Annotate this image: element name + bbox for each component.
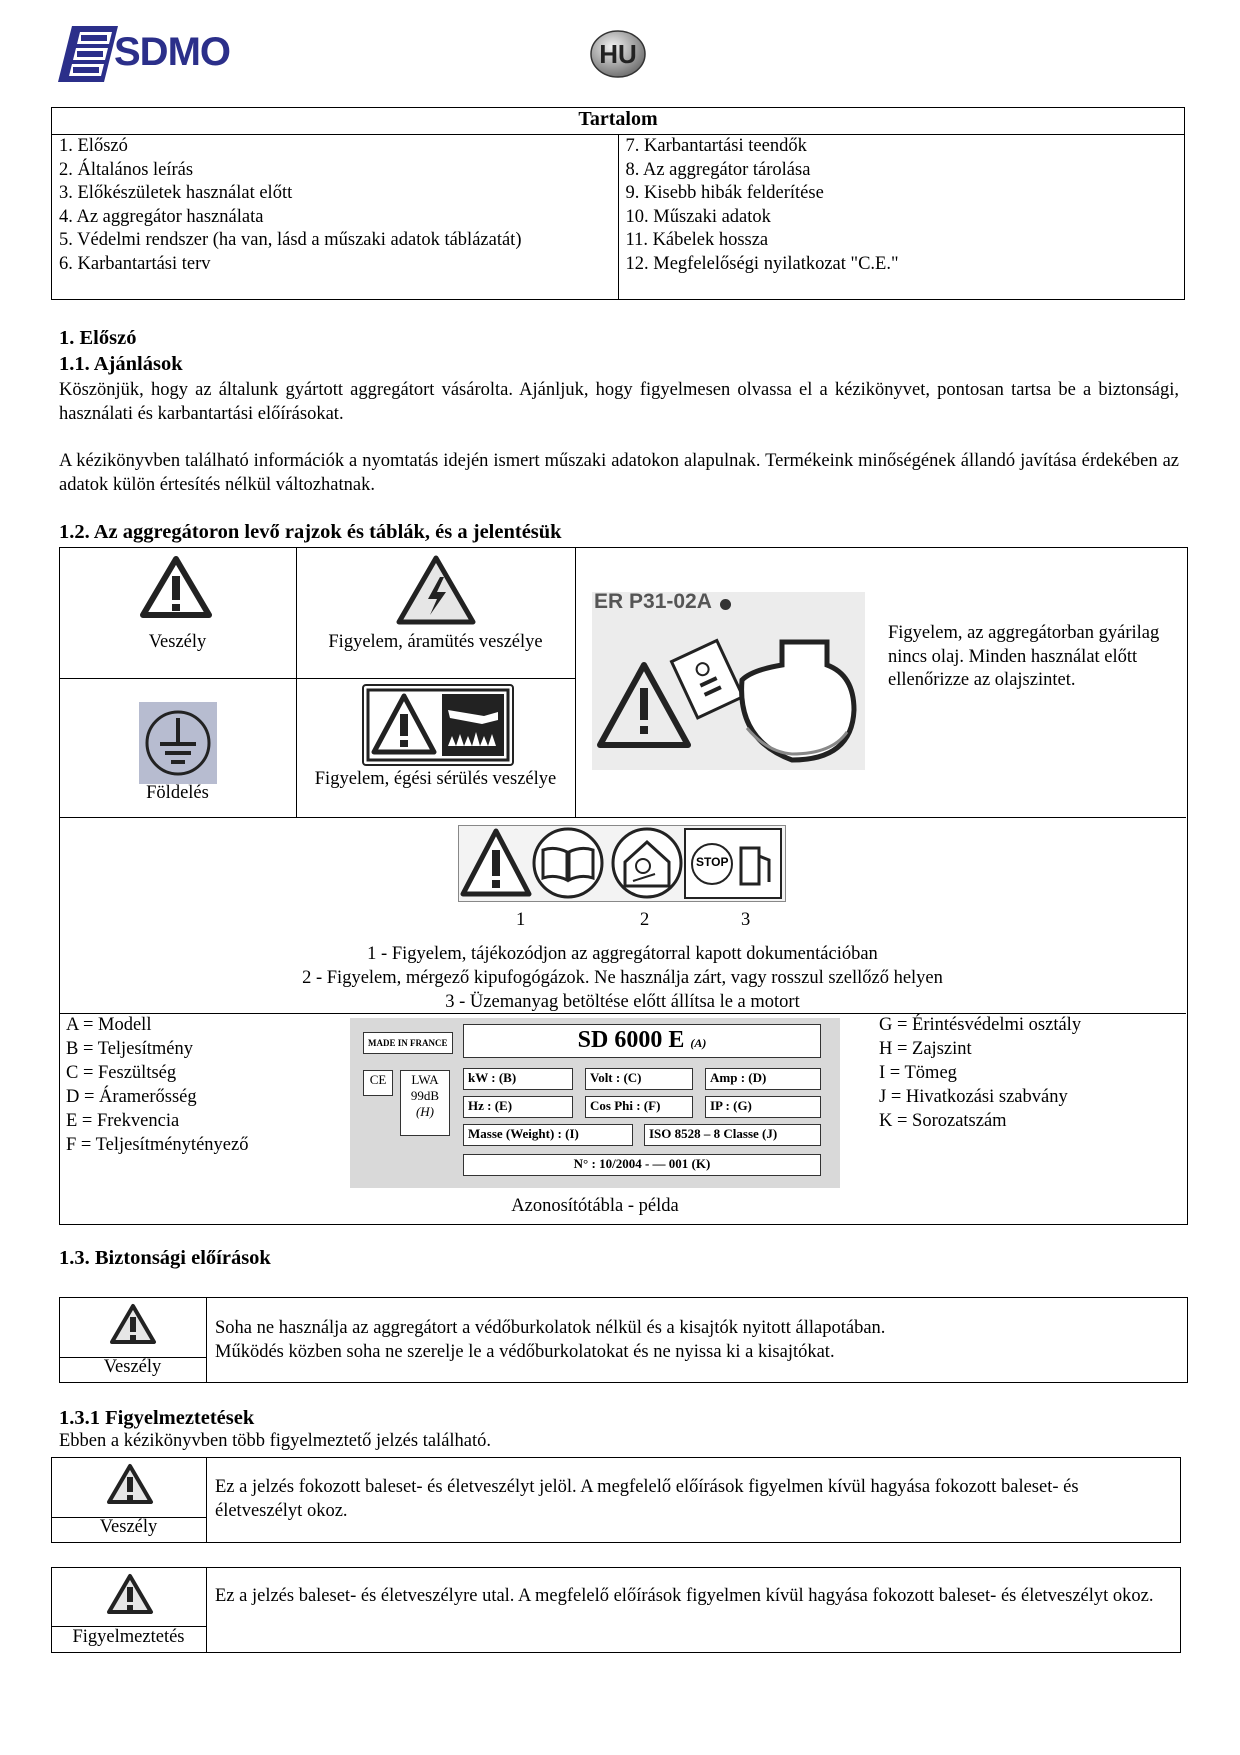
ground-symbol-icon [139, 702, 217, 784]
hz-field: Hz : (E) [463, 1096, 573, 1118]
divider [59, 817, 1186, 818]
legend-item: E = Frekvencia [66, 1111, 180, 1131]
legend-item: F = Teljesítménytényező [66, 1135, 249, 1155]
subsection-title: 1.2. Az aggregátoron levő rajzok és táblák, és a jelentésük [59, 521, 562, 543]
pictogram-number: 1 [516, 910, 526, 930]
pictogram-note: 1 - Figyelem, tájékozódjon az aggregátorral kapott dokumentációban [367, 944, 878, 964]
symbol-label: Veszély [148, 632, 207, 652]
dot-icon [720, 599, 731, 610]
legend-item: B = Teljesítmény [66, 1039, 193, 1059]
toc-item[interactable]: 11. Kábelek hossza [625, 230, 769, 250]
iso-field: ISO 8528 – 8 Classe (J) [644, 1124, 821, 1146]
toc-item[interactable]: 4. Az aggregátor használata [59, 206, 264, 227]
id-legend-right [879, 1013, 1081, 1133]
burn-hand-icon [364, 686, 512, 764]
toc-item[interactable]: 7. Karbantartási teendők [625, 136, 807, 156]
table-of-contents [51, 107, 1185, 300]
symbol-label: Figyelem, áramütés veszélye [328, 632, 543, 652]
toc-left-column [52, 135, 619, 300]
legend-item: K = Sorozatszám [879, 1111, 1007, 1131]
warning-text: Ez a jelzés fokozott baleset- és életveszélyt jelöl. A megfelelő előírások figyelmen kívül hagyása fokozott baleset- és életveszélyt okoz. [215, 1477, 1079, 1521]
pictogram-strip-icon [459, 826, 785, 901]
model-field [463, 1024, 821, 1058]
made-in-label: MADE IN FRANCE [363, 1032, 453, 1054]
ground-icon [139, 702, 217, 784]
oil-warning-text: Figyelem, az aggregátorban gyárilag nincs olaj. Minden használat előtt ellenőrizze az olajszintet. [888, 623, 1160, 690]
id-legend-left [66, 1013, 248, 1157]
divider [206, 1567, 207, 1652]
kw-field: kW : (B) [463, 1068, 573, 1090]
language-badge [590, 30, 646, 78]
serial-field: N° : 10/2004 - — 001 (K) [463, 1154, 821, 1176]
toc-item[interactable]: 1. Előszó [59, 136, 128, 156]
symbol-label: Földelés [146, 783, 209, 803]
amp-field: Amp : (D) [705, 1068, 821, 1090]
oil-warning-picture [592, 592, 865, 770]
stop-label: STOP [696, 855, 729, 869]
legend-item: A = Modell [66, 1015, 152, 1035]
pictogram-strip [458, 825, 786, 902]
toc-item[interactable]: 5. Védelmi rendszer (ha van, lásd a műszaki adatok táblázatát) [59, 230, 522, 250]
legend-item: G = Érintésvédelmi osztály [879, 1015, 1082, 1035]
cosphi-field: Cos Phi : (F) [585, 1096, 693, 1118]
paragraph: A kézikönyvben található információk a nyomtatás idején ismert műszaki adatokon alapulnak. Termékeink minőségének állandó javítása érdekében az adatok külön értesítés nélkül változhatnak. [59, 451, 1179, 495]
sdmo-logo-mark-icon [58, 26, 118, 82]
warning-triangle-icon [106, 1573, 154, 1615]
safety-label: Veszély [103, 1357, 162, 1377]
divider [206, 1297, 207, 1382]
legend-item: J = Hivatkozási szabvány [879, 1087, 1068, 1107]
danger-triangle-icon [140, 556, 212, 618]
ce-mark: CE [363, 1070, 393, 1096]
section-title: 1. Előszó [59, 327, 137, 349]
toc-item[interactable]: 8. Az aggregátor tárolása [625, 159, 811, 180]
weight-field: Masse (Weight) : (I) [463, 1124, 633, 1146]
language-badge-text: HU [599, 39, 637, 69]
subsection-title: 1.3.1 Figyelmeztetések [59, 1407, 255, 1429]
legend-item: D = Áramerősség [66, 1087, 197, 1107]
identification-plate [350, 1018, 840, 1188]
plate-caption: Azonosítótábla - példa [511, 1196, 679, 1216]
safety-text [215, 1316, 885, 1364]
sdmo-logo [58, 26, 228, 82]
warning-label: Veszély [99, 1517, 158, 1537]
pictogram-notes [59, 942, 1186, 1014]
pictogram-number: 3 [741, 910, 751, 930]
oil-code: ER P31-02A [594, 590, 712, 613]
subsection-title: 1.1. Ajánlások [59, 353, 183, 375]
ip-field: IP : (G) [705, 1096, 821, 1118]
model-tag: (A) [690, 1036, 707, 1050]
divider [206, 1457, 207, 1542]
lwa-label: LWA [411, 1072, 439, 1087]
paragraph: Köszönjük, hogy az általunk gyártott aggregátort vásárolta. Ajánljuk, hogy figyelmesen olvassa el a kézikönyvet, pontosan tartsa be a biztonsági, használati és karbantartási előírásokat. [59, 380, 1179, 424]
oil-fill-icon [592, 620, 865, 770]
burn-warning-icon [362, 684, 514, 766]
h-tag: (H) [415, 1104, 435, 1119]
toc-item[interactable]: 9. Kisebb hibák felderítése [625, 183, 824, 203]
toc-item[interactable]: 3. Előkészületek használat előtt [59, 183, 293, 203]
toc-item[interactable]: 10. Műszaki adatok [625, 206, 771, 227]
db-value: 99dB [410, 1088, 440, 1103]
subsection-title: 1.3. Biztonsági előírások [59, 1247, 271, 1269]
danger-triangle-icon [106, 1463, 154, 1505]
general-warning-table [51, 1567, 1181, 1653]
pictogram-note: 2 - Figyelem, mérgező kipufogógázok. Ne használja zárt, vagy rosszul szellőző helyen [302, 968, 943, 988]
divider [575, 547, 576, 817]
toc-item[interactable]: 2. Általános leírás [59, 159, 194, 180]
warning-label: Figyelmeztetés [72, 1627, 185, 1647]
legend-item: H = Zajszint [879, 1039, 972, 1059]
brand-name: SDMO [114, 30, 230, 74]
sound-level-field [400, 1070, 450, 1136]
toc-title: Tartalom [52, 108, 1185, 135]
symbol-label: Figyelem, égési sérülés veszélye [314, 769, 557, 789]
pictogram-number: 2 [640, 910, 650, 930]
safety-line: Működés közben soha ne szerelje le a védőburkolatokat és ne nyissa ki a kisajtókat. [215, 1342, 835, 1362]
volt-field: Volt : (C) [585, 1068, 693, 1090]
model-name: SD 6000 E [577, 1027, 685, 1053]
legend-item: I = Tömeg [879, 1063, 957, 1083]
pictogram-note: 3 - Üzemanyag betöltése előtt állítsa le a motort [445, 992, 800, 1012]
toc-right-column [618, 135, 1185, 300]
paragraph: Ebben a kézikönyvben több figyelmeztető jelzés található. [59, 1431, 492, 1451]
safety-line: Soha ne használja az aggregátort a védőburkolatok nélkül és a kisajtók nyitott állapotában. [215, 1318, 886, 1338]
divider [59, 678, 575, 679]
legend-item: C = Feszültség [66, 1063, 177, 1083]
toc-item[interactable]: 12. Megfelelőségi nyilatkozat "C.E." [625, 253, 899, 274]
danger-triangle-icon [109, 1303, 157, 1345]
toc-item[interactable]: 6. Karbantartási terv [59, 253, 211, 274]
electric-shock-icon [396, 555, 476, 625]
warning-text: Ez a jelzés baleset- és életveszélyre utal. A megfelelő előírások figyelmen kívül hagyása fokozott baleset- és életveszélyt okoz. [215, 1586, 1154, 1606]
